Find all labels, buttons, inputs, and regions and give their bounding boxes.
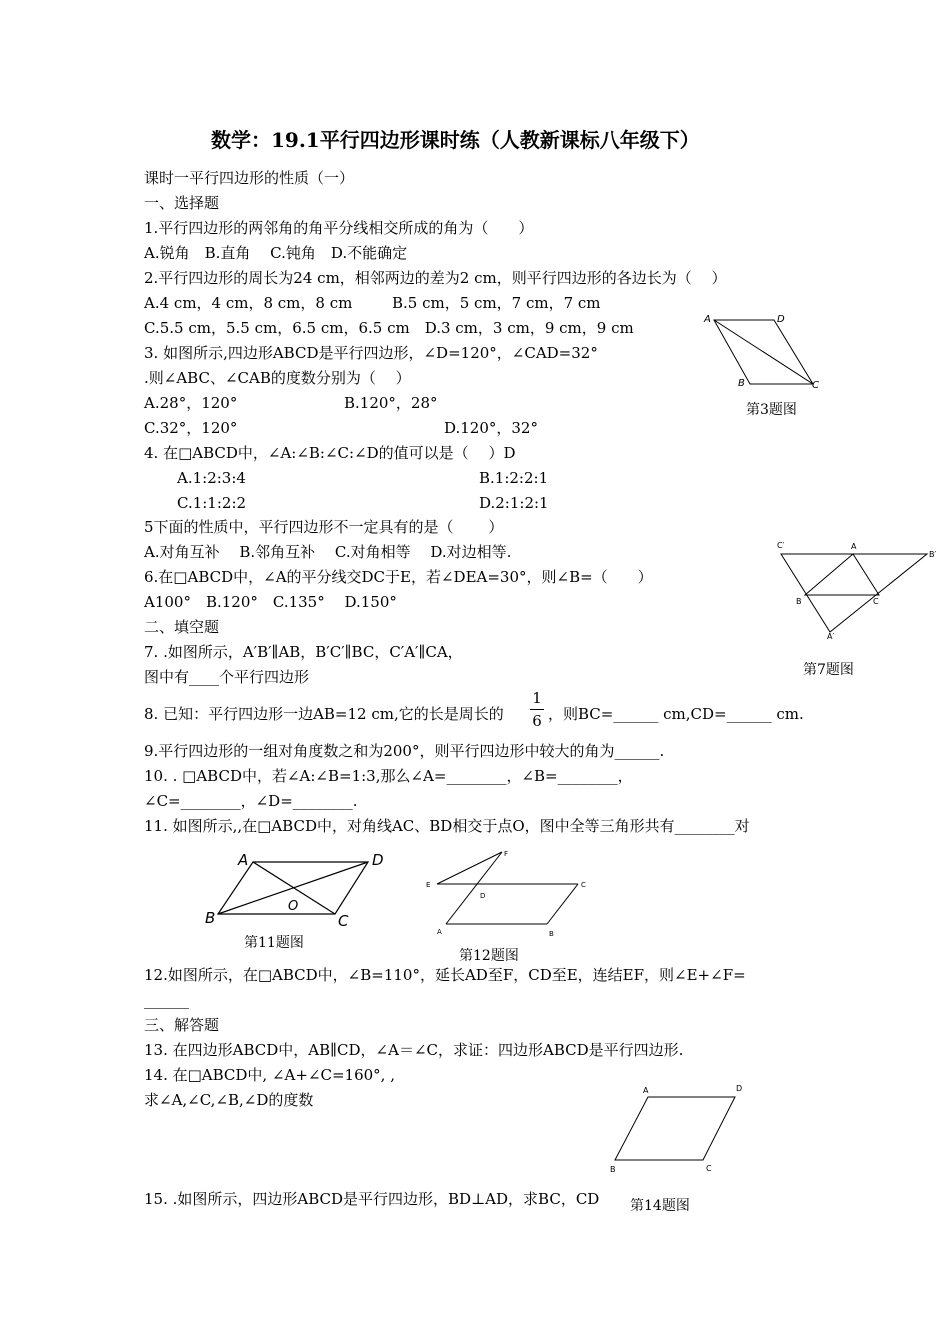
- section-solve: 三、解答题: [144, 1016, 220, 1034]
- question-3-cont: .则∠ABC、∠CAB的度数分别为（ ）: [144, 369, 411, 387]
- fig11-label-b: B: [205, 909, 216, 927]
- fig7-outer-triangle: [781, 554, 927, 632]
- question-4-option-c: C.1:1:2:2: [177, 494, 247, 512]
- question-2-option-a: A.4 cm，4 cm，8 cm，8 cm: [144, 294, 353, 312]
- fig12-label-e: E: [426, 881, 431, 889]
- fig14-label-d: D: [736, 1084, 743, 1093]
- fig3-label-a: A: [704, 314, 711, 325]
- question-10-cont: ∠C=________，∠D=________.: [144, 792, 358, 810]
- question-5: 5下面的性质中，平行四边形不一定具有的是（ ）: [144, 518, 504, 536]
- fig12-label-c: C: [581, 881, 586, 889]
- question-10: 10. . □ABCD中，若∠A:∠B=1:3,那么∠A=________，∠B=________，: [144, 767, 633, 785]
- question-6: 6.在□ABCD中，∠A的平分线交DC于E，若∠DEA=30°，则∠B=（ ）: [144, 568, 653, 586]
- fig7-label-c: C: [873, 597, 879, 606]
- question-12: 12.如图所示，在□ABCD中，∠B=110°，延长AD至F，CD至E，连结EF，则∠E+∠F=: [144, 966, 746, 984]
- question-3-option-b: B.120°，28°: [344, 394, 438, 412]
- fig12-line-ef: [437, 852, 502, 884]
- lesson-heading: 课时一平行四边形的性质（一）: [144, 169, 355, 187]
- fig14-label-a: A: [643, 1086, 649, 1095]
- caption-figure-11: 第11题图: [244, 935, 304, 951]
- fraction-denominator: 6: [532, 712, 542, 730]
- caption-figure-3: 第3题图: [746, 402, 797, 418]
- question-14: 14. 在□ABCD中, ∠A+∠C=160°, ,: [144, 1066, 395, 1084]
- fig12-line-fa: [446, 852, 502, 924]
- fig12-line-bc: [547, 884, 578, 924]
- question-4-option-a: A.1:2:3:4: [177, 469, 246, 487]
- fig3-diagonal-ac: [714, 320, 813, 384]
- fig14-label-c: C: [706, 1164, 712, 1173]
- question-11: 11. 如图所示,,在□ABCD中，对角线AC、BD相交于点O，图中全等三角形共有________对: [144, 817, 750, 835]
- question-6-options: A100° B.120° C.135° D.150°: [144, 593, 397, 611]
- question-3-option-c: C.32°，120°: [144, 419, 238, 437]
- fraction-bar: [530, 709, 544, 710]
- figure-11: [200, 848, 400, 930]
- fig12-label-b: B: [549, 930, 554, 938]
- question-14-cont: 求∠A,∠C,∠B,∠D的度数: [144, 1091, 314, 1109]
- fig14-parallelogram: [615, 1097, 735, 1160]
- caption-figure-14: 第14题图: [630, 1198, 690, 1214]
- question-5-options: A.对角互补 B.邻角互补 C.对角相等 D.对边相等.: [144, 543, 512, 561]
- fig11-label-a: A: [238, 851, 249, 869]
- question-9: 9.平行四边形的一组对角度数之和为200°，则平行四边形中较大的角为______.: [144, 742, 665, 760]
- question-8-cont: ，则BC=______ cm,CD=______ cm.: [548, 705, 804, 723]
- section-choice: 一、选择题: [144, 194, 220, 212]
- question-2: 2.平行四边形的周长为24 cm，相邻两边的差为2 cm，则平行四边形的各边长为（ ）: [144, 269, 727, 287]
- question-7-cont: 图中有____个平行四边形: [144, 668, 310, 686]
- fig11-label-o: O: [288, 899, 299, 914]
- page-title: 数学：19.1平行四边形课时练（人教新课标八年级下）: [211, 128, 700, 152]
- question-2-option-cd: C.5.5 cm，5.5 cm，6.5 cm，6.5 cm D.3 cm，3 cm，9 cm，9 cm: [144, 319, 634, 337]
- question-3-option-d: D.120°，32°: [444, 419, 538, 437]
- question-1-options: A.锐角 B.直角 C.钝角 D.不能确定: [144, 244, 408, 262]
- question-2-option-b: B.5 cm，5 cm，7 cm，7 cm: [392, 294, 601, 312]
- fig14-label-b: B: [610, 1165, 616, 1174]
- fig12-label-d: D: [480, 892, 486, 900]
- fig12-label-f: F: [504, 850, 509, 858]
- question-15: 15. .如图所示，四边形ABCD是平行四边形，BD⊥AD，求BC，CD: [144, 1190, 600, 1208]
- figure-12: [420, 846, 600, 944]
- question-3: 3. 如图所示,四边形ABCD是平行四边形，∠D=120°，∠CAD=32°: [144, 344, 598, 362]
- fig11-label-c: C: [338, 912, 349, 930]
- caption-figure-7: 第7题图: [803, 662, 854, 678]
- fig7-label-a: A: [851, 542, 857, 551]
- question-4-option-b: B.1:2:2:1: [479, 469, 549, 487]
- question-8: 8. 已知：平行四边形一边AB=12 cm,它的长是周长的: [144, 705, 504, 723]
- fig3-label-c: C: [812, 380, 819, 391]
- fig7-label-bp: B′: [929, 550, 937, 559]
- question-3-option-a: A.28°，120°: [144, 394, 238, 412]
- fig11-label-d: D: [372, 851, 384, 869]
- question-4-option-d: D.2:1:2:1: [479, 494, 549, 512]
- question-13: 13. 在四边形ABCD中，AB∥CD，∠A＝∠C，求证：四边形ABCD是平行四边形.: [144, 1041, 684, 1059]
- question-12-cont: ______: [144, 991, 189, 1009]
- fig12-label-a: A: [437, 928, 442, 936]
- fig7-label-b: B: [796, 597, 802, 606]
- figure-7: [775, 538, 945, 644]
- fig7-inner-triangle: [805, 554, 879, 595]
- fig7-label-cp: C′: [777, 541, 785, 550]
- fig3-label-d: D: [777, 314, 785, 325]
- fig7-label-ap: A′: [827, 632, 835, 641]
- question-7: 7. .如图所示，A′B′∥AB，B′C′∥BC，C′A′∥CA，: [144, 643, 463, 661]
- figure-3: [700, 308, 830, 392]
- fraction-numerator: 1: [532, 689, 542, 707]
- fig3-label-b: B: [738, 378, 745, 389]
- question-1: 1.平行四边形的两邻角的角平分线相交所成的角为（ ）: [144, 219, 534, 237]
- section-fill: 二、填空题: [144, 618, 220, 636]
- figure-14: [605, 1080, 755, 1180]
- caption-figure-12: 第12题图: [459, 948, 519, 964]
- question-4: 4. 在□ABCD中，∠A:∠B:∠C:∠D的值可以是（ ）D: [144, 444, 516, 462]
